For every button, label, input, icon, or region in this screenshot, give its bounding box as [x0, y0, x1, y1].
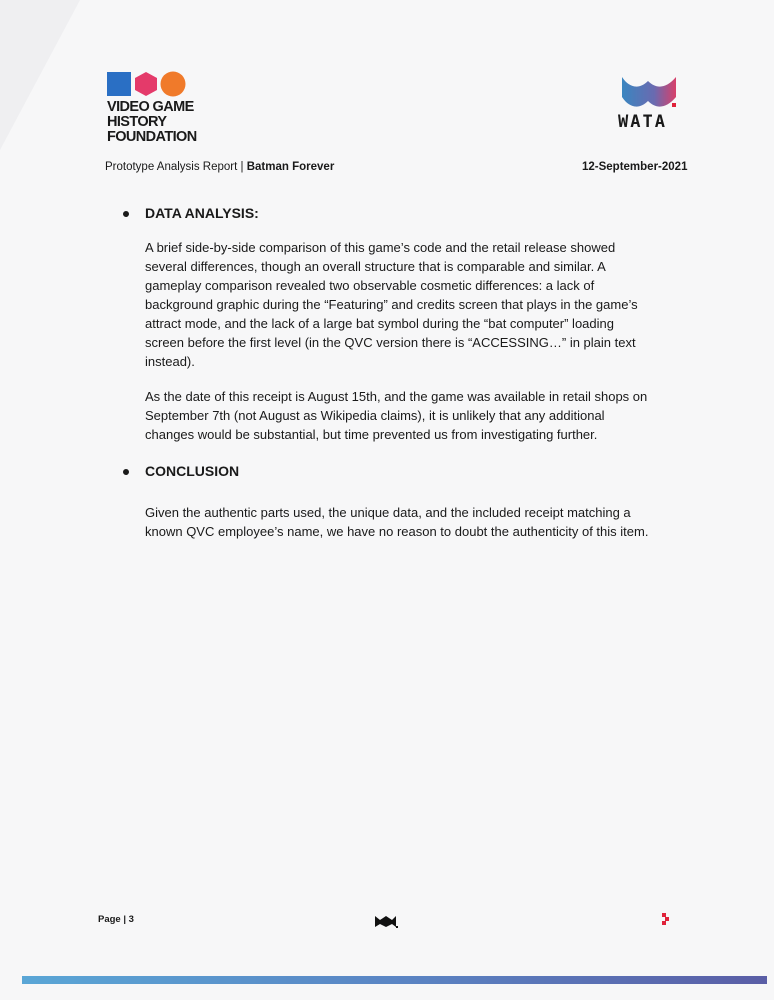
section-heading-data-analysis: DATA ANALYSIS:: [145, 205, 259, 221]
paragraph-conclusion: Given the authentic parts used, the unique data, and the included receipt matching a known QVC employee’s name, we have no reason to doubt the authenticity of this item.: [145, 505, 649, 539]
game-title: Batman Forever: [246, 161, 335, 173]
bullet-icon: [123, 211, 129, 217]
page-fold: [0, 0, 80, 150]
pixel-arrow-icon: [662, 913, 672, 932]
paragraph-data-analysis-2: As the date of this receipt is August 15th, and the game was available in retail shops on September 7th (not August as Wikipedia claims), it is unlikely that any additional changes would be substantial, but time prevented us from investigating further.: [145, 389, 648, 442]
wata-logo-text: WATA: [618, 112, 667, 132]
bullet-icon: [123, 469, 129, 475]
page-number: Page | 3: [98, 914, 134, 925]
paragraph-data-analysis-1: A brief side-by-side comparison of this game’s code and the retail release showed several differences, though an overall structure that is comparable and similar. A gameplay comparison revealed two observable cosmetic differences: a lack of background graphic during the “Featuring” and credits screen that plays in the game’s attract mode, and the lack of a large bat symbol during the “bat computer” loading screen before the first level (in the QVC version there is “ACCESSING…” in plain text instead).: [145, 240, 638, 369]
wata-wave-icon: [620, 75, 678, 109]
wata-footer-icon: [374, 915, 398, 934]
report-date: 12-September-2021: [582, 161, 688, 173]
wata-logo: [620, 75, 678, 114]
footer-gradient-bar: [22, 976, 767, 984]
vghf-shapes-icon: [107, 71, 187, 98]
report-subtitle: Prototype Analysis Report | Batman Forever: [105, 161, 335, 173]
vghf-logo-text: VIDEO GAME HISTORY FOUNDATION: [107, 99, 197, 145]
section-heading-conclusion: CONCLUSION: [145, 463, 239, 479]
